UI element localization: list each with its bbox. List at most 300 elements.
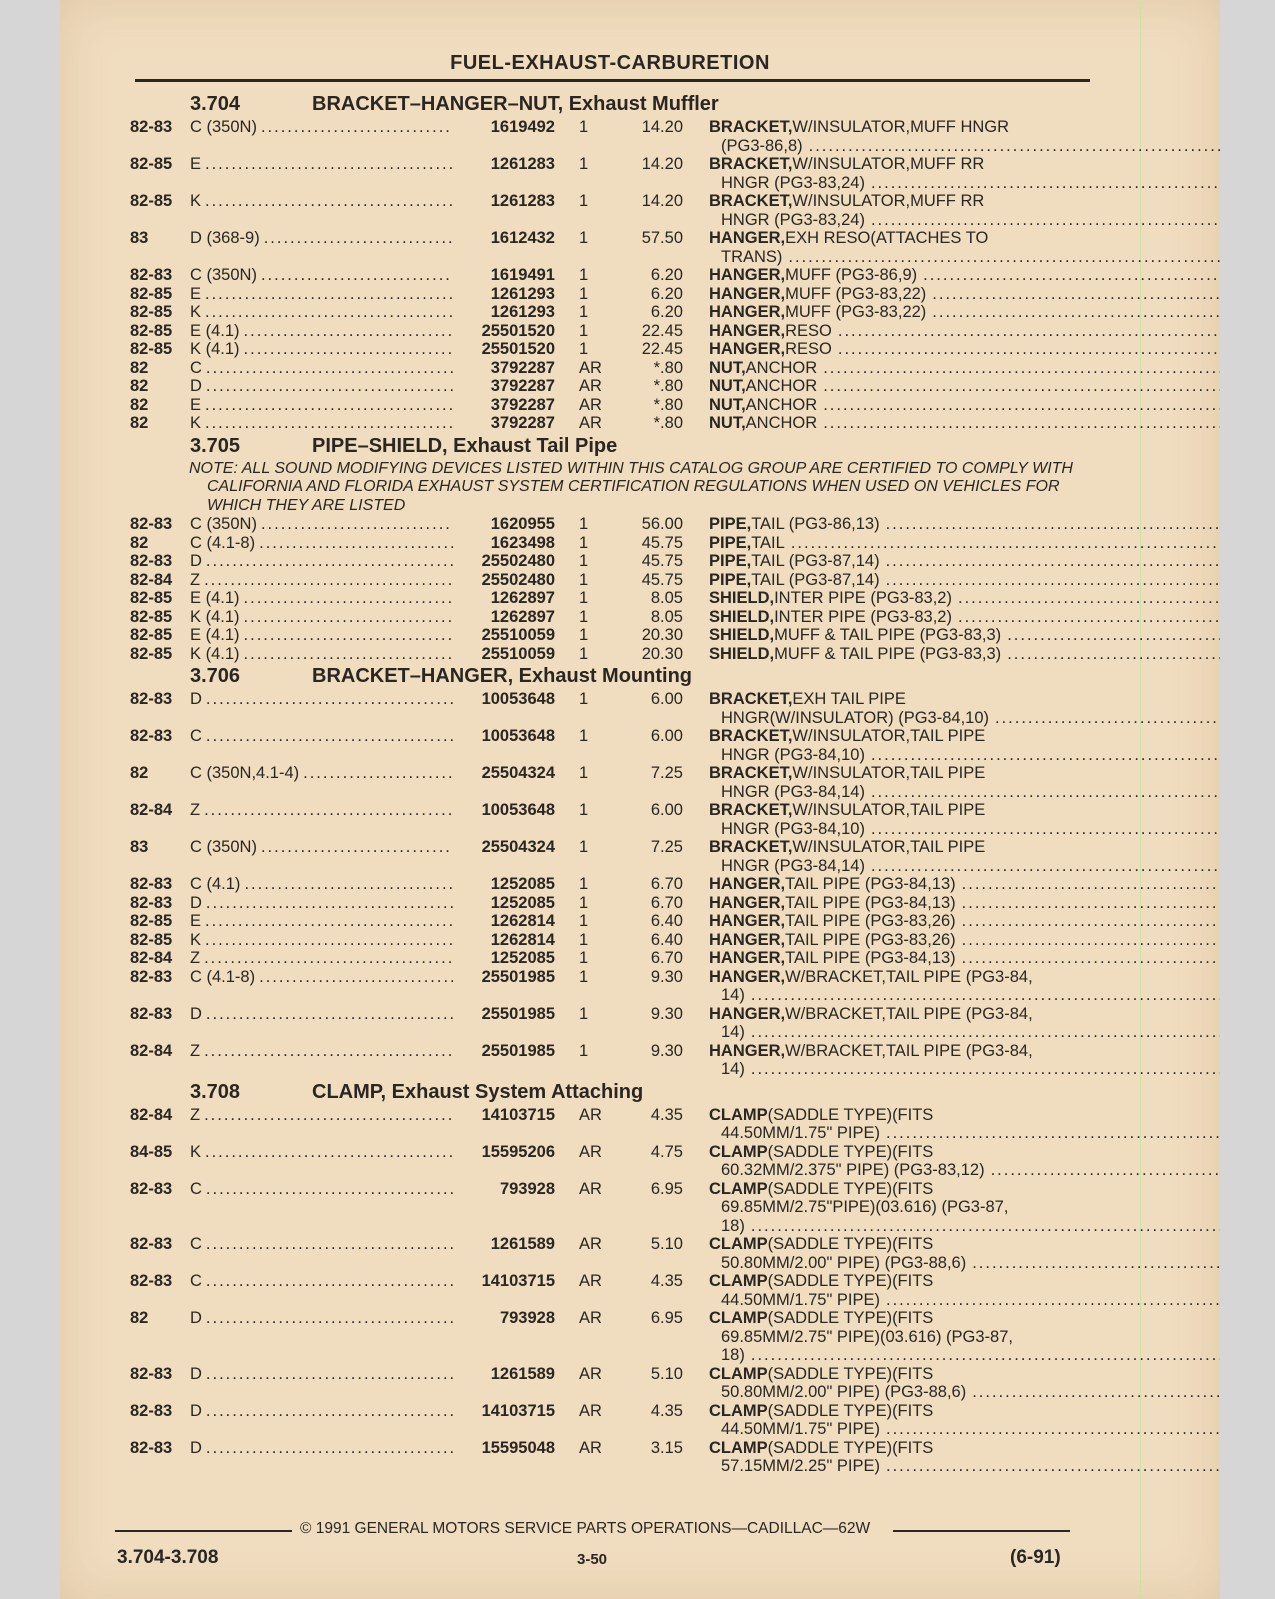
price: 4.75: [650, 1142, 683, 1161]
part-number: 793928: [499, 1309, 555, 1327]
description-continuation: [709, 746, 1220, 765]
price: *.80: [653, 395, 683, 414]
part-number: 25501520: [481, 321, 555, 340]
leader-dots: [751, 1346, 1220, 1365]
leader-dots: [205, 303, 453, 322]
price: *.80: [653, 358, 683, 377]
part-number: 25504324: [481, 764, 555, 782]
description-text: W/BRACKET,TAIL PIPE (PG3-84,: [785, 1041, 1033, 1060]
model-code: D: [190, 893, 202, 912]
part-name: CLAMP: [709, 1364, 768, 1383]
description-line: [709, 1143, 1220, 1162]
model-code: K (4.1): [190, 607, 240, 626]
model-cell: [190, 912, 453, 931]
parts-row: [130, 534, 1140, 553]
leader-dots: [205, 396, 453, 415]
part-name: HANGER,: [709, 303, 786, 321]
description-line: [709, 285, 1220, 304]
description-text: 60.32MM/2.375" PIPE) (PG3-83,12): [721, 1161, 985, 1179]
part-number: 1252085: [490, 875, 555, 893]
description-line: [709, 414, 1220, 433]
part-name: PIPE,: [709, 515, 752, 533]
part-number: 1620955: [490, 515, 555, 533]
description-line: [709, 690, 1220, 709]
description-text: TAIL PIPE (PG3-83,26): [785, 930, 956, 949]
quantity: 1: [579, 229, 589, 247]
part-number: 25501520: [481, 340, 555, 358]
description: [683, 1439, 1220, 1476]
description-line: [709, 727, 1220, 746]
model-year: 82-84: [130, 1105, 173, 1124]
description-continuation: [709, 1217, 1220, 1236]
model-cell: [190, 1439, 453, 1476]
parts-row: [130, 645, 1140, 664]
description-line: [709, 552, 1220, 571]
description-text: EXH RESO(ATTACHES TO: [785, 229, 989, 247]
model-cell: [190, 1365, 453, 1402]
model-year: 82-83: [130, 515, 173, 533]
parts-row: [130, 1042, 1140, 1079]
price: 6.70: [650, 875, 683, 893]
price: 20.30: [641, 626, 683, 644]
description-line: [709, 764, 1220, 783]
leader-dots: [972, 1254, 1220, 1273]
part-number: 3792287: [490, 377, 555, 395]
description-line: [709, 875, 1220, 894]
description: [683, 626, 1220, 645]
leader-dots: [206, 1402, 453, 1439]
leader-dots: [871, 783, 1220, 802]
description: [683, 359, 1220, 378]
model-code: E: [190, 912, 202, 930]
part-name: SHIELD,: [709, 644, 775, 663]
leader-dots: [244, 589, 453, 608]
model-cell: [190, 359, 453, 378]
leader-dots: [962, 894, 1220, 913]
part-name: CLAMP: [709, 1438, 768, 1457]
description: [683, 801, 1220, 838]
part-number: 25502480: [481, 552, 555, 570]
part-name: NUT,: [709, 358, 746, 377]
price: 6.95: [650, 1179, 683, 1198]
description-line: [709, 229, 1220, 248]
model-year: 82-85: [130, 589, 173, 607]
part-name: CLAMP: [709, 1401, 768, 1420]
leader-dots: [206, 377, 453, 396]
description-line: [709, 912, 1220, 931]
parts-row: [130, 1235, 1140, 1272]
model-cell: [190, 266, 453, 285]
description: [683, 155, 1220, 192]
quantity: 1: [579, 515, 589, 533]
price: 6.00: [650, 690, 683, 708]
model-cell: [190, 229, 453, 266]
part-name: HANGER,: [709, 340, 786, 358]
price: 9.30: [650, 1041, 683, 1060]
description-line: [709, 968, 1220, 987]
model-year: 82-84: [130, 1041, 173, 1060]
description-line: [709, 931, 1220, 950]
model-year: 82-83: [130, 690, 173, 708]
quantity: AR: [579, 1309, 602, 1327]
part-number: 1619492: [490, 118, 555, 136]
part-name: BRACKET,: [709, 838, 793, 856]
model-cell: [190, 968, 453, 1005]
quantity: 1: [579, 893, 589, 912]
leader-dots: [972, 1383, 1220, 1402]
part-name: HANGER,: [709, 266, 786, 284]
leader-dots: [261, 515, 453, 534]
description: [683, 534, 1220, 553]
quantity: 1: [579, 838, 589, 856]
price: 20.30: [641, 644, 683, 663]
quantity: 1: [579, 340, 589, 358]
part-number: 10053648: [481, 801, 555, 819]
price: 6.40: [650, 912, 683, 930]
section-title: [130, 433, 1140, 460]
description-line: [709, 1439, 1220, 1458]
price: 6.70: [650, 949, 683, 967]
footer-rule-right: [893, 1530, 1070, 1532]
model-cell: [190, 534, 453, 553]
leader-dots: [205, 1143, 453, 1180]
model-code: C: [190, 358, 202, 377]
quantity: 1: [579, 912, 589, 930]
leader-dots: [205, 285, 453, 304]
leader-dots: [962, 949, 1220, 968]
model-cell: [190, 1272, 453, 1309]
leader-dots: [886, 515, 1220, 534]
leader-dots: [923, 266, 1220, 285]
description-line: [709, 949, 1220, 968]
description-line: [709, 608, 1220, 627]
description-text: ANCHOR: [745, 377, 818, 395]
model-cell: [190, 303, 453, 322]
price: 6.20: [650, 303, 683, 321]
section-note: NOTE: ALL SOUND MODIFYING DEVICES LISTED WITHIN THIS CATALOG GROUP ARE CERTIFIED TO COMPLY WITH CALIFORNIA AND FLORIDA EXHAUST SYSTEM CERTIFICATION REGULATIONS WHEN USED ON VEHICLES FOR WHICH THEY ARE LISTED: [189, 459, 1073, 514]
model-code: D: [190, 1364, 202, 1383]
model-year: 82-85: [130, 284, 173, 303]
description-text: W/INSULATOR,TAIL PIPE: [792, 838, 986, 856]
model-year: 82-83: [130, 552, 173, 570]
description-continuation: [709, 820, 1220, 839]
description-text: ANCHOR: [745, 358, 818, 377]
description: [683, 377, 1220, 396]
model-code: D: [190, 1309, 202, 1327]
description: [683, 1272, 1220, 1309]
model-code: E: [190, 395, 202, 414]
description: [683, 931, 1220, 950]
section-title: [130, 1079, 1140, 1106]
model-cell: [190, 571, 453, 590]
part-name: NUT,: [709, 414, 746, 432]
model-code: D: [190, 552, 202, 570]
quantity: 1: [579, 727, 589, 745]
model-year: 82-83: [130, 727, 173, 745]
description: [683, 515, 1220, 534]
quantity: 1: [579, 321, 589, 340]
description-continuation: [709, 709, 1220, 728]
description-line: [709, 1042, 1220, 1061]
parts-row: [130, 1402, 1140, 1439]
leader-dots: [204, 949, 453, 968]
leader-dots: [751, 1217, 1220, 1236]
description-line: [709, 645, 1220, 664]
footer-edition: (6-91): [1010, 1547, 1061, 1568]
quantity: 1: [579, 1041, 589, 1060]
price: 4.35: [650, 1401, 683, 1420]
model-cell: [190, 690, 453, 727]
leader-dots: [206, 1235, 453, 1272]
leader-dots: [244, 608, 453, 627]
part-name: CLAMP: [709, 1142, 768, 1161]
leader-dots: [261, 838, 453, 875]
leader-dots: [995, 709, 1220, 728]
description-text: W/INSULATOR,MUFF HNGR: [792, 118, 1010, 136]
quantity: 1: [579, 949, 589, 967]
description-line: [709, 377, 1220, 396]
description-text: TRANS): [721, 247, 783, 266]
model-cell: [190, 1180, 453, 1236]
model-year: 82-83: [130, 1004, 173, 1023]
model-cell: [190, 727, 453, 764]
parts-row: [130, 1309, 1140, 1365]
part-name: HANGER,: [709, 1041, 786, 1060]
description: [683, 1106, 1220, 1143]
model-cell: [190, 626, 453, 645]
parts-row: [130, 690, 1140, 727]
parts-row: [130, 589, 1140, 608]
leader-dots: [259, 968, 453, 1005]
model-code: C: [190, 1235, 202, 1253]
description: [683, 1365, 1220, 1402]
part-name: HANGER,: [709, 875, 786, 893]
leader-dots: [809, 137, 1220, 156]
parts-row: [130, 875, 1140, 894]
model-year: 83: [130, 838, 149, 856]
model-year: 82-85: [130, 192, 173, 210]
leader-dots: [958, 608, 1220, 627]
model-cell: [190, 931, 453, 950]
price: 3.15: [650, 1438, 683, 1457]
description-text: TAIL (PG3-87,14): [751, 552, 880, 570]
model-cell: [190, 608, 453, 627]
parts-row: [130, 1180, 1140, 1236]
leader-dots: [962, 912, 1220, 931]
description-continuation: [709, 1457, 1220, 1476]
section-title: [130, 91, 1140, 118]
description: [683, 571, 1220, 590]
description-continuation: [709, 783, 1220, 802]
model-cell: [190, 285, 453, 304]
quantity: 1: [579, 266, 589, 284]
price: 5.10: [650, 1235, 683, 1253]
leader-dots: [991, 1161, 1220, 1180]
description-text: TAIL PIPE (PG3-83,26): [785, 912, 956, 930]
description-text: EXH TAIL PIPE: [792, 690, 906, 708]
description-line: [709, 266, 1220, 285]
leader-dots: [204, 801, 453, 838]
quantity: 1: [579, 644, 589, 663]
quantity: 1: [579, 690, 589, 708]
leader-dots: [261, 266, 453, 285]
description: [683, 1402, 1220, 1439]
description-line: [709, 1402, 1220, 1421]
model-year: 82: [130, 358, 149, 377]
parts-row: [130, 931, 1140, 950]
model-code: C (4.1): [190, 875, 241, 893]
quantity: AR: [579, 1142, 602, 1161]
description-continuation: [709, 1060, 1220, 1079]
part-number: 1261589: [490, 1235, 555, 1253]
price: 45.75: [641, 552, 683, 570]
part-number: 3792287: [490, 414, 555, 432]
description-line: [709, 1365, 1220, 1384]
description-text: HNGR (PG3-84,14): [721, 782, 865, 801]
price: 4.35: [650, 1272, 683, 1290]
leader-dots: [206, 1439, 453, 1476]
description-line: [709, 1235, 1220, 1254]
footer-page-number: 3-50: [577, 1551, 608, 1568]
part-number: 1252085: [490, 949, 555, 967]
price: 6.95: [650, 1309, 683, 1327]
part-number: 1619491: [490, 266, 555, 284]
model-code: Z: [190, 570, 201, 589]
description-continuation: [709, 1254, 1220, 1273]
part-number: 1261589: [490, 1364, 555, 1383]
leader-dots: [788, 248, 1220, 267]
model-year: 82-83: [130, 893, 173, 912]
description-continuation: [709, 1291, 1220, 1310]
model-code: C (4.1-8): [190, 533, 256, 552]
model-code: K: [190, 414, 202, 432]
description-line: [709, 1272, 1220, 1291]
leader-dots: [205, 155, 453, 192]
parts-row: [130, 155, 1140, 192]
leader-dots: [206, 727, 453, 764]
part-name: SHIELD,: [709, 626, 775, 644]
part-name: BRACKET,: [709, 764, 793, 782]
quantity: AR: [579, 395, 602, 414]
model-code: K (4.1): [190, 340, 240, 358]
leader-dots: [206, 1005, 453, 1042]
model-cell: [190, 155, 453, 192]
leader-dots: [206, 690, 453, 727]
description-text: RESO: [785, 321, 832, 340]
model-code: E (4.1): [190, 626, 240, 644]
part-number: 25502480: [481, 570, 555, 589]
description-text: 50.80MM/2.00" PIPE) (PG3-88,6): [721, 1253, 967, 1272]
leader-dots: [261, 118, 453, 155]
leader-dots: [958, 589, 1220, 608]
part-number: 25501985: [481, 1041, 555, 1060]
leader-dots: [886, 1124, 1220, 1143]
description: [683, 322, 1220, 341]
quantity: 1: [579, 533, 589, 552]
parts-row: [130, 838, 1140, 875]
description: [683, 340, 1220, 359]
description: [683, 1309, 1220, 1365]
price: 6.00: [650, 801, 683, 819]
description: [683, 912, 1220, 931]
parts-row: [130, 359, 1140, 378]
description-text: TAIL: [751, 533, 785, 552]
leader-dots: [244, 626, 453, 645]
description-text: 14): [721, 986, 745, 1004]
description: [683, 645, 1220, 664]
model-code: C (350N): [190, 118, 257, 136]
leader-dots: [886, 1420, 1220, 1439]
description-text: W/INSULATOR,TAIL PIPE: [792, 764, 986, 782]
description-text: 69.85MM/2.75" PIPE)(03.616) (PG3-87,: [721, 1327, 1013, 1346]
quantity: 1: [579, 764, 589, 782]
model-cell: [190, 322, 453, 341]
model-year: 82-85: [130, 607, 173, 626]
description-text: W/INSULATOR,TAIL PIPE: [792, 801, 986, 819]
description: [683, 1042, 1220, 1079]
description: [683, 266, 1220, 285]
leader-dots: [205, 912, 453, 931]
model-code: C (350N): [190, 515, 257, 533]
price: 8.05: [650, 607, 683, 626]
quantity: AR: [579, 414, 602, 432]
model-year: 82-85: [130, 155, 173, 173]
description: [683, 192, 1220, 229]
description: [683, 1235, 1220, 1272]
quantity: 1: [579, 303, 589, 321]
description-text: MUFF (PG3-83,22): [785, 284, 927, 303]
parts-row: [130, 801, 1140, 838]
parts-row: [130, 727, 1140, 764]
leader-dots: [838, 340, 1220, 359]
leader-dots: [751, 1023, 1220, 1042]
model-cell: [190, 949, 453, 968]
parts-row: [130, 396, 1140, 415]
leader-dots: [206, 552, 453, 571]
description-text: (SADDLE TYPE)(FITS: [767, 1179, 934, 1198]
description-line: [709, 626, 1220, 645]
model-code: C (350N): [190, 266, 257, 284]
model-year: 82-83: [130, 1364, 173, 1383]
parts-row: [130, 266, 1140, 285]
part-name: HANGER,: [709, 893, 786, 912]
model-year: 82-85: [130, 340, 173, 358]
part-name: NUT,: [709, 377, 746, 395]
page-header: FUEL-EXHAUST-CARBURETION: [450, 52, 770, 74]
part-number: 1262814: [490, 930, 555, 949]
description-line: [709, 894, 1220, 913]
model-year: 82-83: [130, 1272, 173, 1290]
model-code: C (350N): [190, 838, 257, 856]
model-year: 82-83: [130, 875, 173, 893]
footer-copyright: © 1991 GENERAL MOTORS SERVICE PARTS OPERATIONS—CADILLAC—62W: [300, 1520, 871, 1537]
description-line: [709, 118, 1220, 137]
description-line: [709, 1106, 1220, 1125]
part-name: CLAMP: [709, 1179, 768, 1198]
description: [683, 875, 1220, 894]
model-code: C (350N,4.1-4): [190, 764, 300, 782]
description-text: 44.50MM/1.75" PIPE): [721, 1124, 881, 1142]
description: [683, 608, 1220, 627]
description-line: [709, 801, 1220, 820]
model-code: K: [190, 1142, 202, 1161]
leader-dots: [303, 764, 453, 801]
part-name: NUT,: [709, 395, 746, 414]
leader-dots: [962, 875, 1220, 894]
model-year: 82: [130, 377, 149, 395]
parts-row: [130, 1365, 1140, 1402]
model-cell: [190, 1005, 453, 1042]
